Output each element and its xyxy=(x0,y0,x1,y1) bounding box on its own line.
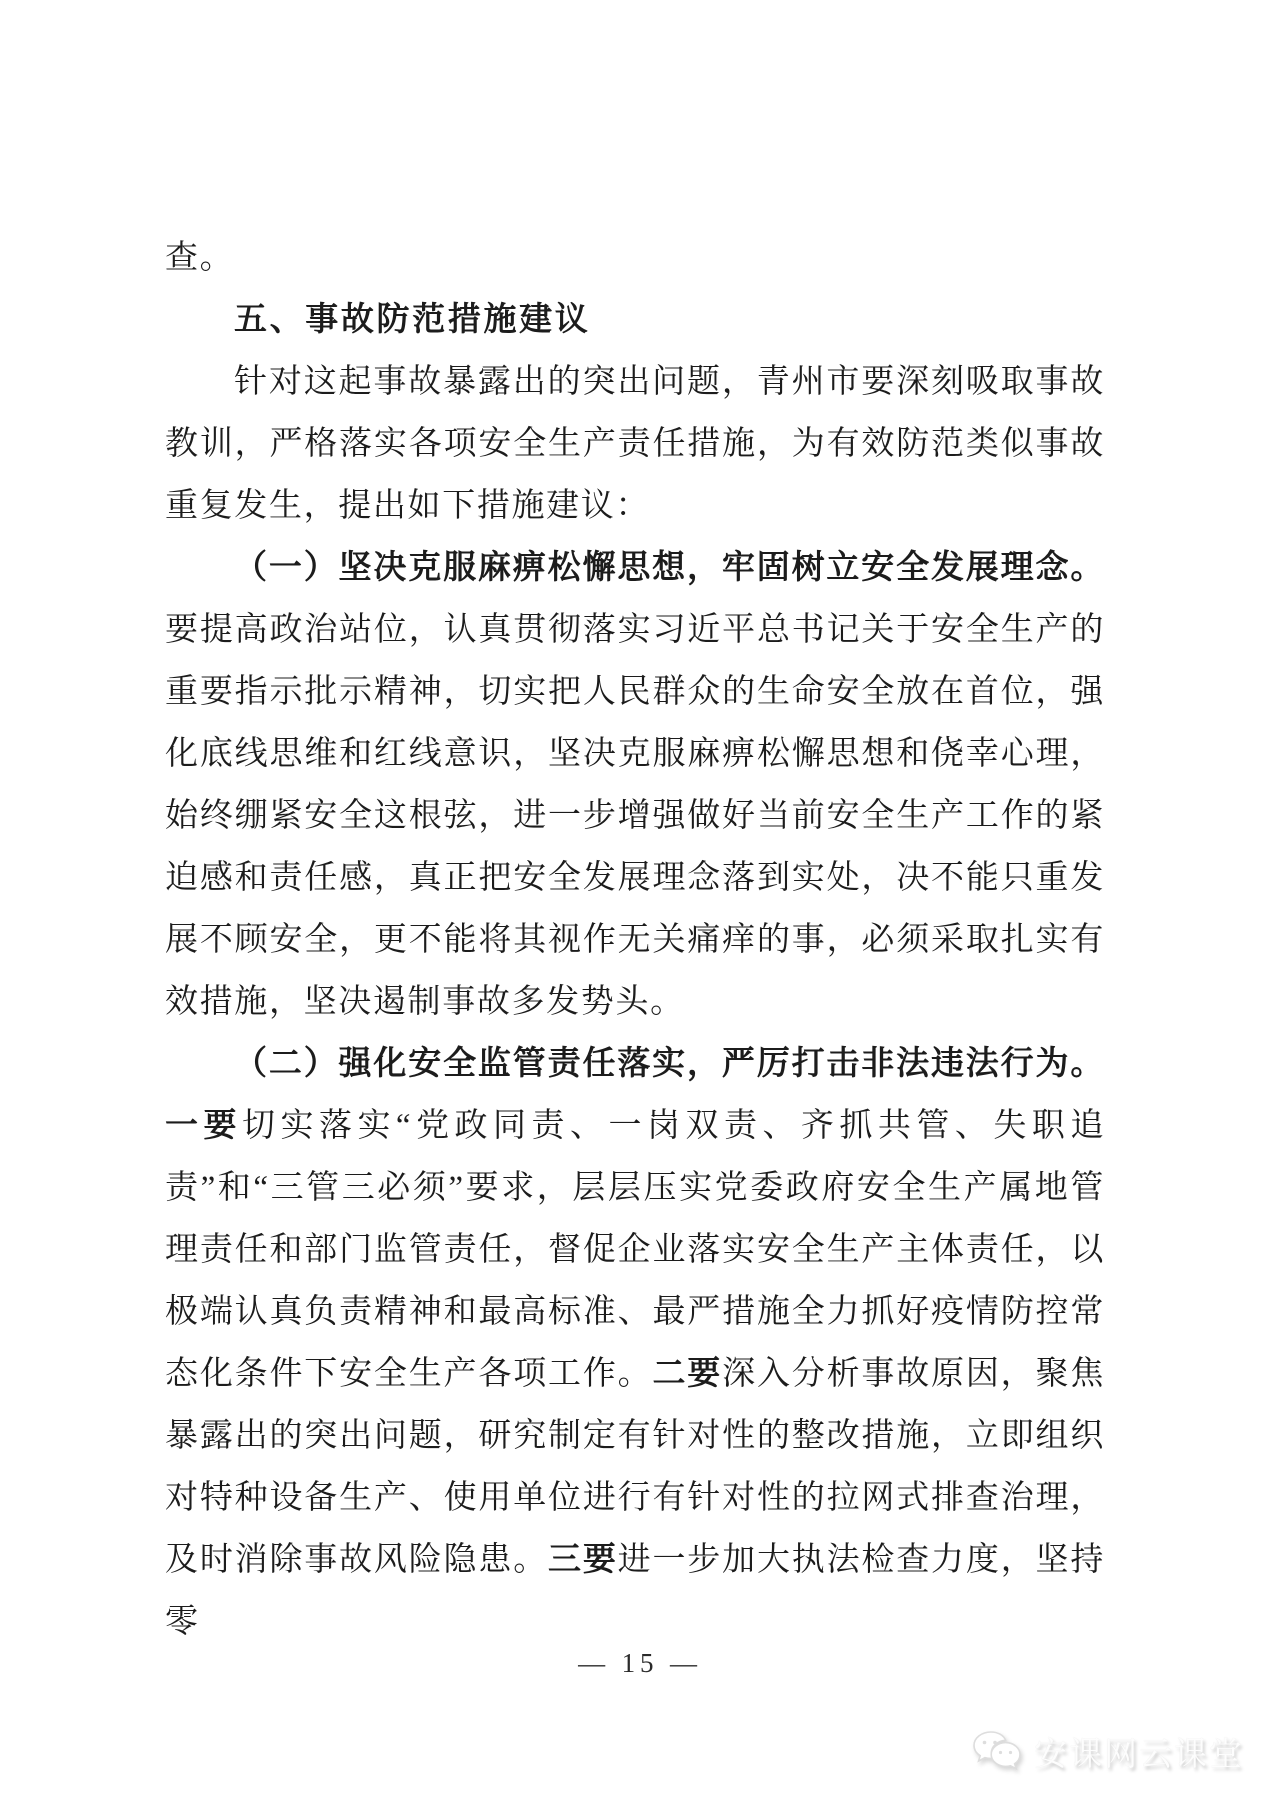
paragraph-intro xyxy=(165,351,1105,537)
text-run: 进一步加大执法检查力度，坚持零 xyxy=(165,1542,1105,1640)
document-body xyxy=(165,227,1105,1653)
section-heading-text: 五、事故防范措施建议 xyxy=(234,302,591,338)
text-run: 要提高政治站位，认真贯彻落实习近平总书记关于安全生产的重要指示批示精神，切实把人民群众的生命安全放在首位，强化底线思维和红线意识，坚决克服麻痹松懈思想和侥幸心理，始终绷紧安全这根弦，进一步增强做好当前安全生产工作的紧迫感和责任感，真正把安全发展理念落到实处，决不能只重发展不顾安全，更不能将其视作无关痛痒的事，必须采取扎实有效措施，坚决遏制事故多发势头。 xyxy=(165,612,1105,1020)
measure-1-lead: （一）坚决克服麻痹松懈思想，牢固树立安全发展理念。 xyxy=(234,550,1105,586)
text-run: 查。 xyxy=(165,240,235,276)
page-number: — 15 — xyxy=(578,1648,702,1678)
point-3-lead: 三要 xyxy=(548,1542,618,1578)
text-run: 针对这起事故暴露出的突出问题，青州市要深刻吸取事故教训，严格落实各项安全生产责任措施，为有效防范类似事故重复发生，提出如下措施建议： xyxy=(165,364,1105,524)
measure-2-lead: （二）强化安全监管责任落实，严厉打击非法违法行为。 xyxy=(234,1046,1105,1082)
paragraph-measure-1 xyxy=(165,537,1105,1033)
wechat-icon xyxy=(970,1730,1024,1774)
point-2-lead: 二要 xyxy=(652,1356,723,1392)
paragraph-measure-2 xyxy=(165,1033,1105,1653)
point-1-lead: 一要 xyxy=(165,1108,242,1144)
text-run: 深入分析事故原因，聚焦暴露出的突出问题，研究制定有针对性的整改措施，立即组织对特种设备生产、使用单位进行有针对性的拉网式排查治理，及时消除事故风险隐患。 xyxy=(165,1356,1105,1578)
watermark xyxy=(970,1728,1244,1775)
paragraph-continuation xyxy=(165,227,1105,289)
text-run: 切实落实“党政同责、一岗双责、齐抓共管、失职追责”和“三管三必须”要求，层层压实党委政府安全生产属地管理责任和部门监管责任，督促企业落实安全生产主体责任，以极端认真负责精神和最高标准、最严措施全力抓好疫情防控常态化条件下安全生产各项工作。 xyxy=(165,1108,1105,1392)
section-heading xyxy=(165,289,1105,351)
watermark-text: 安课网云课堂 xyxy=(1034,1735,1244,1772)
